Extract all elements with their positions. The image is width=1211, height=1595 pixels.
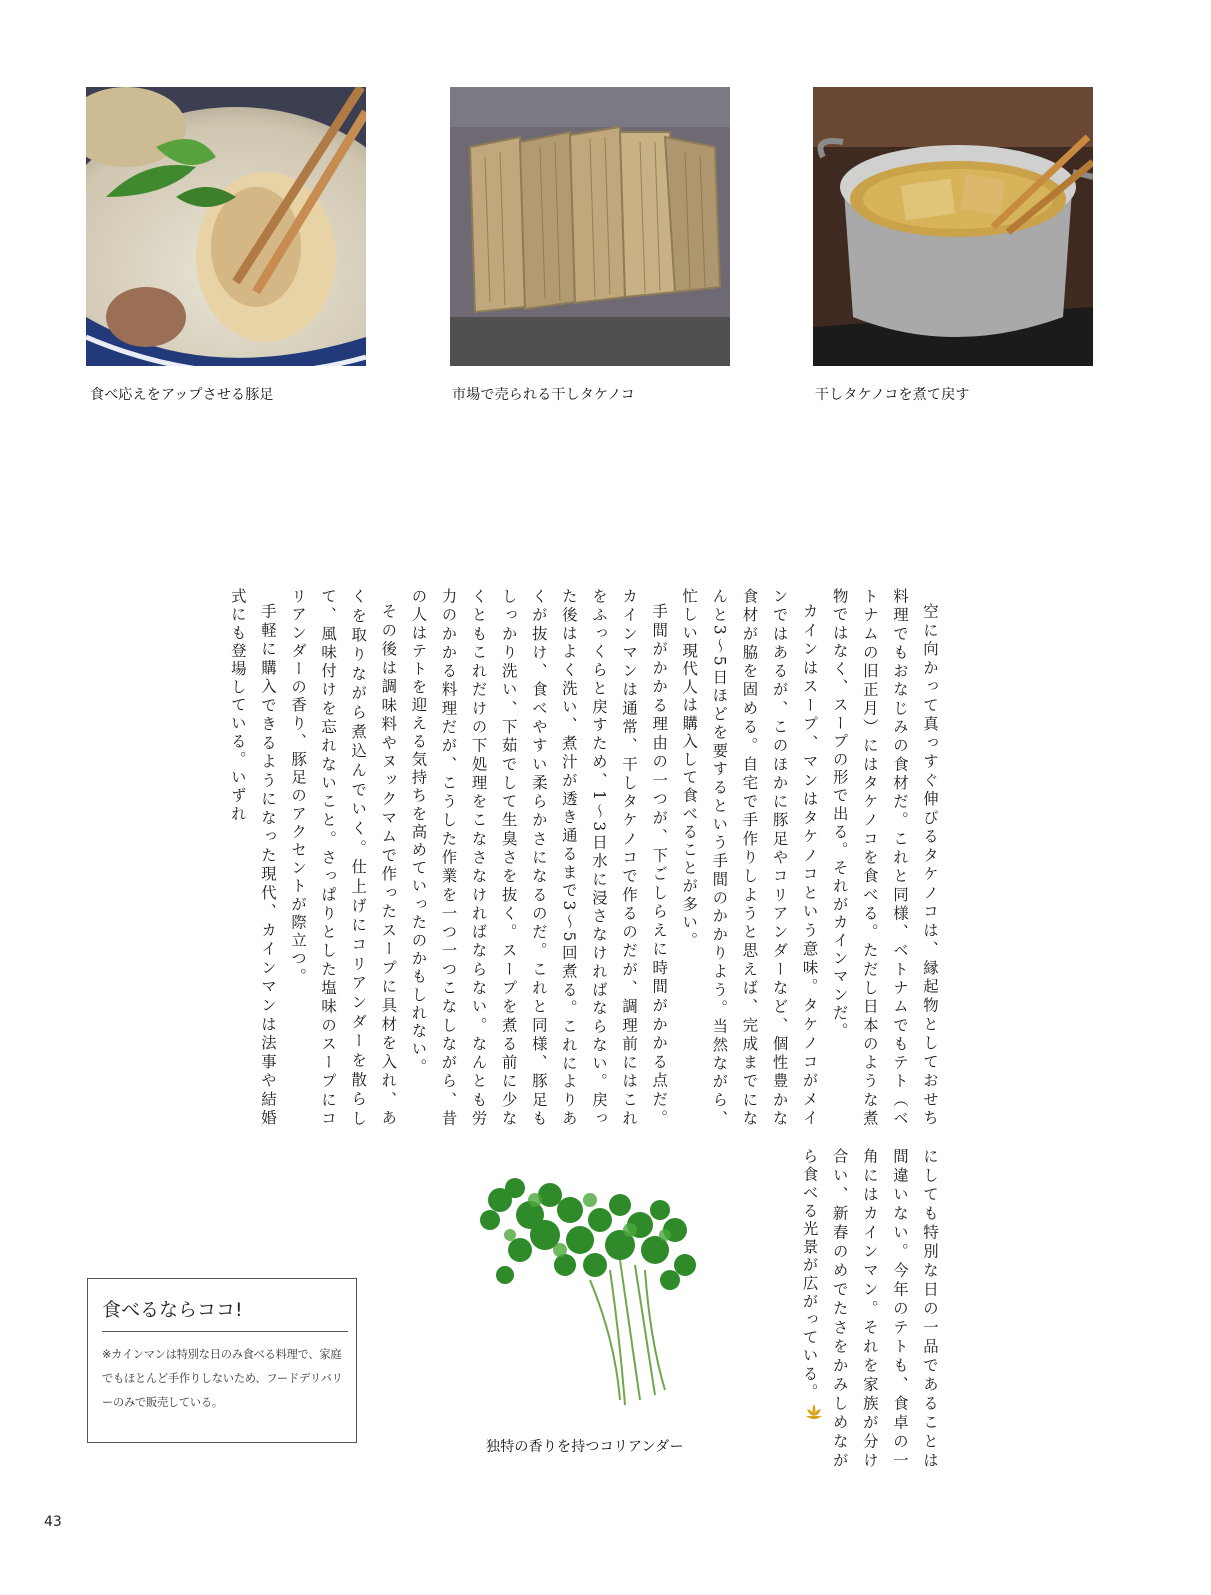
divider — [102, 1331, 348, 1332]
coriander-photo — [470, 1170, 710, 1410]
where-to-eat-box — [87, 1278, 357, 1443]
boiling-bamboo-pot-photo — [813, 87, 1093, 366]
lotus-end-mark-icon — [804, 1401, 824, 1421]
article-paragraph: 手間がかかる理由の一つが、下ごしらえに時間がかかる点だ。カインマンは通常、干しタケノコで作るのだが、調理前にはこれをふっくらと戻すため、1～3日水に浸さなければならない。戻った後はよく洗い、煮汁が透き通るまで3～5回煮る。これによりあくが抜け、食べやすい柔らかさになるのだ。これと同様、豚足もしっかり洗い、下茹でして生臭さを抜く。スープを煮る前に少なくともこれだけの下処理をこなさなければならない。なんとも労力のかかる料理だが、こうした作業を一つ一つこなしながら、昔の人はテトを迎える気持ちを高めていったのかもしれない。 — [409, 588, 669, 1128]
article-paragraph: にしても特別な日の一品であることは間違いない。今年のテトも、食卓の一角にはカインマン。それを家族が分け合い、新春のめでたさをかみしめながら食べる光景が広がっている。 — [800, 1148, 939, 1470]
where-to-eat-title: 食べるならココ! — [102, 1299, 243, 1321]
article-body-bottom — [775, 1148, 945, 1470]
article-paragraph: 空に向かって真っすぐ伸びるタケノコは、縁起物としておせち料理でもおなじみの食材だ。これと同様、ベトナムでもテト（ベトナムの旧正月）にはタケノコを食べる。ただし日本のような煮物ではなく、スープの形で出る。それがカインマンだ。 — [830, 588, 939, 1128]
dried-bamboo-shoots-photo — [450, 87, 730, 366]
photo-caption: 干しタケノコを煮て戻す — [815, 387, 970, 403]
coriander-caption: 独特の香りを持つコリアンダー — [486, 1439, 684, 1455]
article-body-top — [228, 588, 945, 1128]
article-paragraph: その後は調味料やヌックマムで作ったスープに具材を入れ、あくを取りながら煮込んでいく。仕上げにコリアンダーを散らして、風味付けを忘れないこと。さっぱりとした塩味のスープにコリアンダーの香り、豚足のアクセントが際立つ。 — [289, 588, 398, 1128]
where-to-eat-note: ※カインマンは特別な日のみ食べる料理で、家庭でもほとんど手作りしないため、フードデリバリーのみで販売している。 — [102, 1348, 343, 1409]
photo-caption: 市場で売られる干しタケノコ — [452, 387, 635, 403]
article-paragraph: 手軽に購入できるようになった現代、カインマンは法事や結婚式にも登場している。いずれ — [228, 588, 277, 1128]
pig-trotter-photo — [86, 87, 366, 366]
page-number: 43 — [44, 1514, 62, 1530]
article-paragraph: カインはスープ、マンはタケノコという意味。タケノコがメインではあるが、このほかに豚足やコリアンダーなど、個性豊かな食材が脇を固める。自宅で手作りしようと思えば、完成までになんと3～5日ほどを要するという手間のかかりよう。当然ながら、忙しい現代人は購入して食べることが多い。 — [680, 588, 819, 1128]
photo-caption: 食べ応えをアップさせる豚足 — [90, 387, 274, 403]
